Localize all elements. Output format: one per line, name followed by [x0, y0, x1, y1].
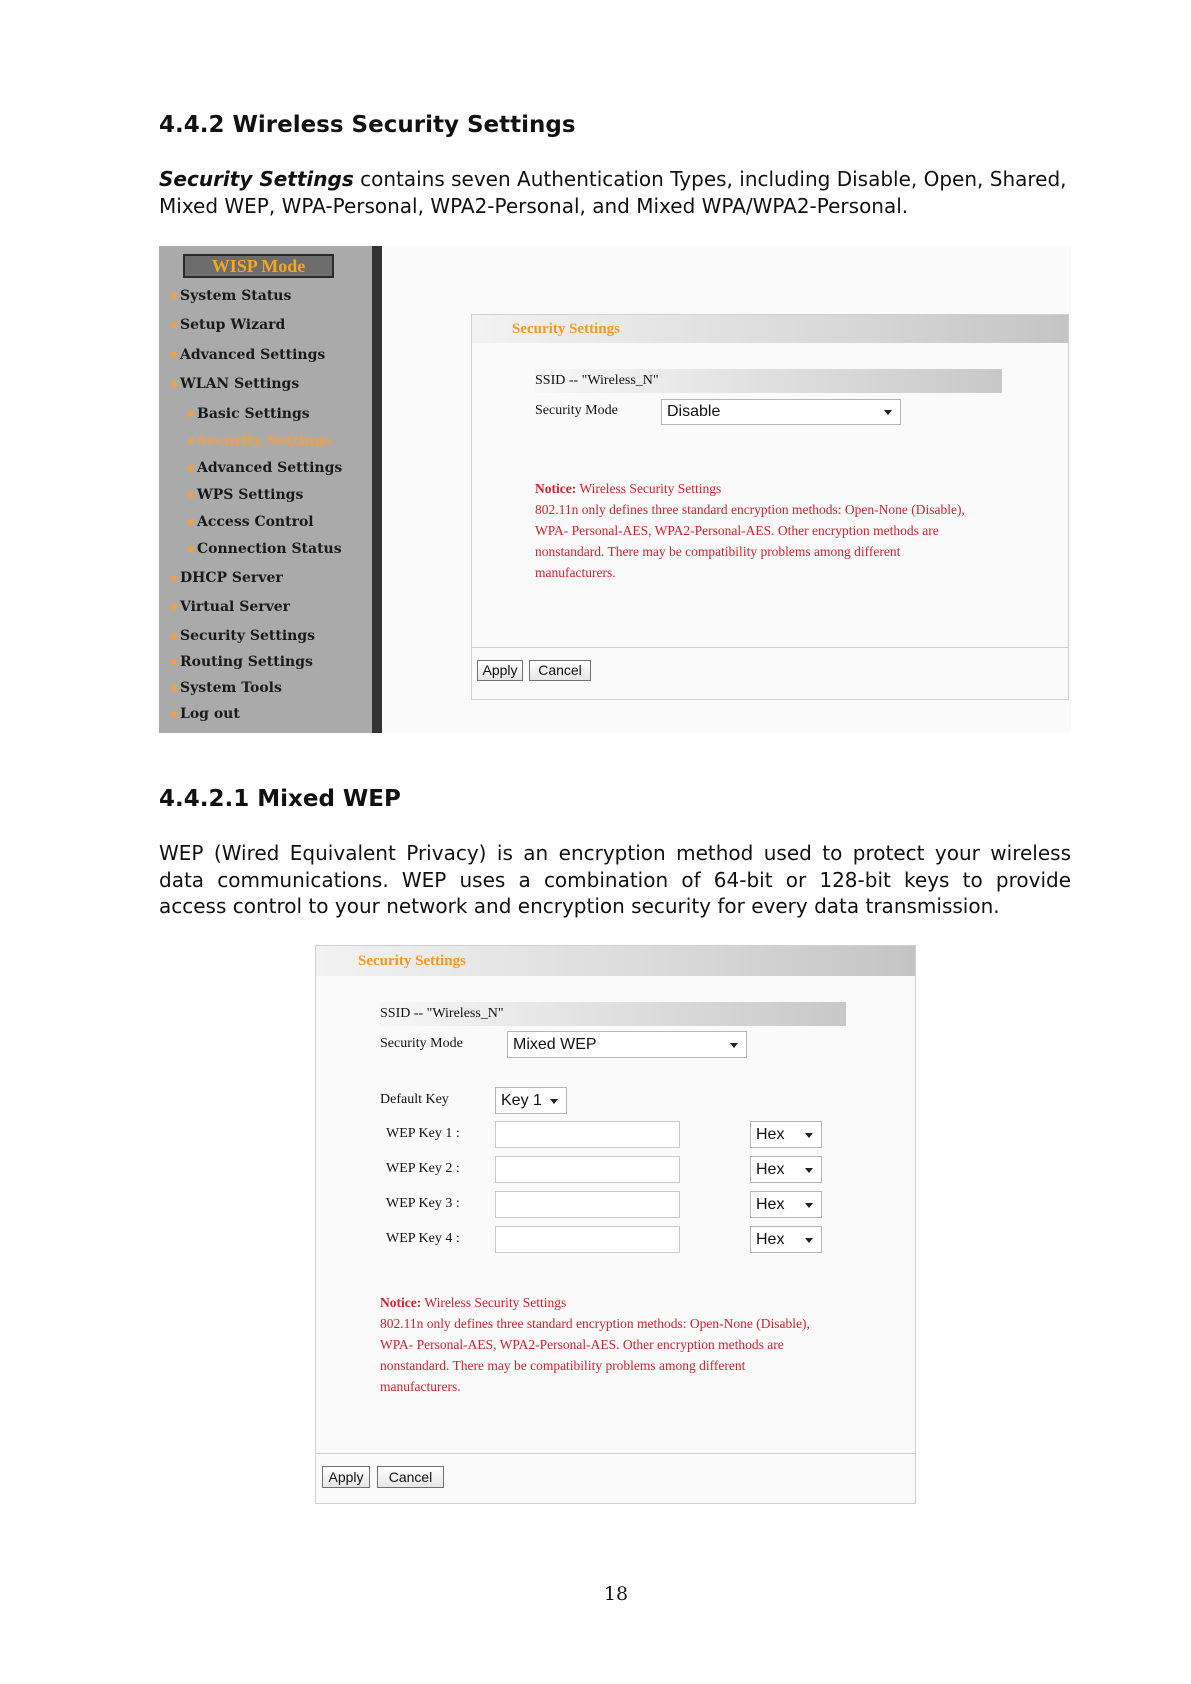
cancel-button[interactable]: Cancel — [377, 1466, 444, 1488]
menu-virtual-server[interactable]: Virtual Server — [171, 599, 290, 615]
menu-wlan-settings[interactable]: WLAN Settings — [171, 376, 299, 392]
menu-dhcp-server[interactable]: DHCP Server — [171, 570, 283, 586]
wep-paragraph — [159, 840, 1071, 920]
security-mode-label: Security Mode — [380, 1036, 463, 1051]
chevron-down-icon — [550, 1099, 558, 1104]
wep-line-3: access control to your network and encryption security for every data transmission. — [159, 894, 1000, 918]
panel-title: Security Settings — [316, 946, 915, 976]
chevron-down-icon — [805, 1203, 813, 1208]
default-key-select[interactable]: Key 1 — [495, 1087, 567, 1114]
page-number: 18 — [603, 1583, 629, 1605]
wep-key-2-format-select[interactable]: Hex — [750, 1156, 822, 1183]
menu-basic-settings[interactable]: Basic Settings — [188, 406, 310, 422]
chevron-down-icon — [805, 1238, 813, 1243]
wep-key-4-label: WEP Key 4 : — [386, 1231, 460, 1246]
screenshot-mixed-wep — [315, 945, 916, 1504]
wep-key-4-input[interactable] — [495, 1226, 680, 1253]
settings-panel — [471, 314, 1069, 700]
wep-key-1-label: WEP Key 1 : — [386, 1126, 460, 1141]
security-mode-select[interactable]: Disable — [661, 399, 901, 425]
intro-bold-term: Security Settings — [159, 167, 354, 191]
sidebar-divider — [372, 246, 382, 733]
chevron-down-icon — [730, 1043, 738, 1048]
security-mode-label: Security Mode — [535, 403, 618, 418]
wep-key-2-input[interactable] — [495, 1156, 680, 1183]
sidebar — [159, 246, 382, 733]
apply-button[interactable]: Apply — [322, 1466, 370, 1488]
chevron-down-icon — [884, 410, 892, 415]
panel-title: Security Settings — [472, 315, 1068, 343]
menu-log-out[interactable]: Log out — [171, 706, 240, 722]
menu-setup-wizard[interactable]: Setup Wizard — [171, 317, 285, 333]
section-heading-mixed-wep: 4.4.2.1 Mixed WEP — [159, 786, 401, 812]
menu-routing-settings[interactable]: Routing Settings — [171, 654, 313, 670]
wep-key-1-input[interactable] — [495, 1121, 680, 1148]
menu-connection-status[interactable]: Connection Status — [188, 541, 342, 557]
wep-key-3-input[interactable] — [495, 1191, 680, 1218]
menu-system-tools[interactable]: System Tools — [171, 680, 282, 696]
section-heading-wireless-security: 4.4.2 Wireless Security Settings — [159, 112, 576, 138]
intro-text: contains seven Authentication Types, including Disable, Open, Shared, Mixed WEP, WPA-Personal, WPA2-Personal, and Mixed WPA/WPA2-Personal. — [159, 167, 1067, 218]
security-mode-select[interactable]: Mixed WEP — [507, 1031, 747, 1058]
default-key-label: Default Key — [380, 1092, 449, 1107]
menu-security-settings-active[interactable]: Security Settings — [188, 433, 332, 449]
menu-advanced-settings[interactable]: Advanced Settings — [171, 347, 325, 363]
menu-access-control[interactable]: Access Control — [188, 514, 314, 530]
divider — [472, 647, 1068, 648]
wep-line-2: data communications. WEP uses a combination of 64-bit or 128-bit keys to provide — [159, 867, 1071, 892]
menu-wps-settings[interactable]: WPS Settings — [188, 487, 303, 503]
wep-line-1: WEP (Wired Equivalent Privacy) is an encryption method used to protect your wireless — [159, 841, 1071, 865]
cancel-button[interactable]: Cancel — [529, 660, 591, 681]
wep-key-3-format-select[interactable]: Hex — [750, 1191, 822, 1218]
menu-wlan-advanced-settings[interactable]: Advanced Settings — [188, 460, 342, 476]
chevron-down-icon — [805, 1168, 813, 1173]
chevron-down-icon — [805, 1133, 813, 1138]
intro-paragraph — [159, 166, 1094, 219]
mode-title: WISP Mode — [183, 254, 334, 278]
ssid-label: SSID -- "Wireless_N" — [535, 369, 1002, 393]
screenshot-security-disable — [159, 246, 1071, 733]
divider — [316, 1453, 915, 1454]
wep-key-3-label: WEP Key 3 : — [386, 1196, 460, 1211]
notice-text: Notice: Wireless Security Settings 802.11n only defines three standard encryption methods: Open-None (Disable), WPA- Personal-AES, WPA2-Personal-AES. Other encryption methods are nonstandard. There may be compatibility problems among different manufacturers. — [535, 481, 965, 580]
apply-button[interactable]: Apply — [477, 660, 523, 681]
wep-key-4-format-select[interactable]: Hex — [750, 1226, 822, 1253]
wep-key-2-label: WEP Key 2 : — [386, 1161, 460, 1176]
menu-system-status[interactable]: System Status — [171, 288, 291, 304]
ssid-label: SSID -- "Wireless_N" — [380, 1002, 846, 1026]
notice-text: Notice: Wireless Security Settings 802.11n only defines three standard encryption methods: Open-None (Disable), WPA- Personal-AES, WPA2-Personal-AES. Other encryption methods are nonstandard. There may be compatibility problems among different manufacturers. — [380, 1295, 810, 1394]
wep-key-1-format-select[interactable]: Hex — [750, 1121, 822, 1148]
menu-security-settings[interactable]: Security Settings — [171, 628, 315, 644]
